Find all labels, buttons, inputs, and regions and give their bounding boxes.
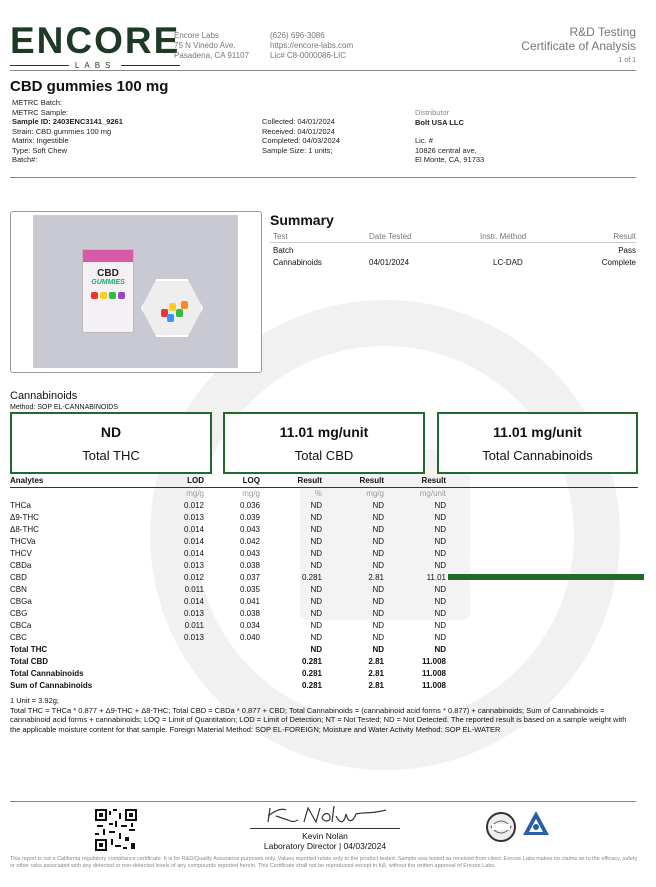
cell-mgg: ND: [372, 561, 384, 570]
summary-title: Summary: [270, 212, 334, 228]
cannabinoids-title: Cannabinoids: [10, 390, 78, 402]
cell-lod: 0.013: [183, 633, 204, 642]
lab-address-line2: Pasadena, CA 91107: [174, 51, 250, 60]
table-row: [10, 500, 638, 512]
cell-name: Sum of Cannabinoids: [10, 681, 93, 690]
result-bar-cell: [446, 536, 638, 548]
cell-mgu: ND: [434, 633, 446, 642]
received-date: Received: 04/01/2024: [262, 126, 335, 136]
col-result-pct: Result: [260, 475, 322, 488]
qr-code[interactable]: [95, 809, 137, 851]
cell-loq: [204, 668, 260, 680]
cell-lod: [170, 680, 204, 692]
cell-mgu: ND: [434, 597, 446, 606]
total-cbd-label: Total CBD: [294, 448, 354, 463]
unit-cell: mg/g: [186, 489, 204, 498]
cell-name: CBDa: [10, 561, 32, 570]
cell-loq: 0.038: [239, 561, 260, 570]
table-row: [10, 668, 638, 680]
cell-mgu: ND: [434, 501, 446, 510]
cell-mgu: ND: [434, 537, 446, 546]
cell-pct: ND: [310, 549, 322, 558]
cell-lod: 0.014: [183, 525, 204, 534]
cell-pct: ND: [310, 501, 322, 510]
cell-mgg: 2.81: [368, 573, 384, 582]
logo-text: ENCORE: [10, 20, 181, 61]
cell-mgu: 11.008: [421, 657, 446, 666]
cell-mgg: ND: [372, 597, 384, 606]
result-bar-cell: [446, 632, 638, 644]
result-bar-cell: [446, 560, 638, 572]
cell-lod: 0.014: [183, 597, 204, 606]
cell-lod: 0.014: [183, 537, 204, 546]
cell-loq: 0.043: [239, 525, 260, 534]
batch-number: Batch#:: [12, 155, 38, 164]
table-row: [10, 584, 638, 596]
strain: Strain: CBD gummies 100 mg: [12, 126, 112, 136]
product-title: CBD gummies 100 mg: [10, 78, 169, 95]
logo-sub: LABS: [74, 61, 116, 70]
cell-pct: ND: [310, 609, 322, 618]
a2la-badge-icon: [521, 809, 551, 839]
table-row: [10, 680, 638, 692]
summary-row-result: Complete: [601, 258, 636, 267]
result-bar-cell: [446, 500, 638, 512]
metrc-batch: METRC Batch:: [12, 98, 63, 107]
table-row: [10, 596, 638, 608]
cell-name: THCa: [10, 501, 31, 510]
cell-pct: ND: [310, 525, 322, 534]
package-word: GUMMIES: [91, 279, 125, 286]
cell-mgu: ND: [434, 645, 446, 654]
cell-loq: [204, 656, 260, 668]
table-row: [10, 524, 638, 536]
table-row: [10, 560, 638, 572]
result-bar-cell: [446, 656, 638, 668]
unit-cell: mg/g: [366, 489, 384, 498]
doc-type-rd: R&D Testing: [569, 25, 636, 39]
table-row: [10, 644, 638, 656]
distributor-info: [415, 108, 484, 165]
total-cbd-value: 11.01 mg/unit: [279, 424, 369, 440]
cell-pct: ND: [310, 513, 322, 522]
signer-name: Kevin Nolan: [302, 831, 348, 841]
cell-loq: 0.034: [239, 621, 260, 630]
unit-cell: %: [314, 489, 322, 498]
summary-header-method: Instr. Method: [480, 232, 527, 241]
summary-row-test: Batch: [273, 246, 294, 255]
cell-lod: 0.012: [183, 501, 204, 510]
cell-loq: 0.035: [239, 585, 260, 594]
lab-contact: [270, 31, 353, 61]
cell-mgg: ND: [372, 537, 384, 546]
cell-lod: [170, 656, 204, 668]
cell-mgg: ND: [372, 633, 384, 642]
sample-id: Sample ID: 2403ENC3141_9261: [12, 117, 123, 126]
cell-loq: 0.040: [239, 633, 260, 642]
sample-photo: [33, 215, 238, 368]
lab-website[interactable]: https://encore-labs.com: [270, 41, 354, 50]
total-cbd-box: [223, 412, 425, 474]
lab-license: Lic# C8-0000086-LIC: [270, 51, 347, 60]
cell-loq: [204, 680, 260, 692]
cell-mgg: ND: [372, 609, 384, 618]
total-thc-label: Total THC: [82, 448, 140, 463]
unit-note: 1 Unit = 3.92g;: [10, 696, 59, 705]
summary-row-method: LC-DAD: [493, 258, 523, 267]
cell-mgu: ND: [434, 525, 446, 534]
cell-mgu: ND: [434, 609, 446, 618]
table-row: [10, 572, 638, 584]
cell-lod: 0.013: [183, 513, 204, 522]
cell-loq: 0.043: [239, 549, 260, 558]
definitions-note: Total THC = THCa * 0.877 + Δ9-THC + Δ8-THC; Total CBD = CBDa * 0.877 + CBD; Total Cannabinoids = (cannabinoid acid forms * 0.877) + cannabinoids; Sum of Cannabinoids = cannabinoid acid forms + cannabinoids; LOQ = Limit of Quantitation; LOD = Limit of Detection; NT = Not Tested; ND = Not Detected. The reported result is based on a sample weight with the applicable moisture content for that sample. Foreign Material Method: SOP EL-FOREIGN; Moisture and Water Activity Method: SOP EL-WATER: [10, 705, 627, 734]
cell-mgg: ND: [372, 525, 384, 534]
cell-pct: ND: [310, 537, 322, 546]
cell-name: CBN: [10, 585, 27, 594]
disclaimer: This report is not a California regulatory compliance certificate. It is for R&D/Quality Assurance purposes only. Values reported relate only to the product tested. Sample was tested as received from client. Encore Labs makes no claims as to the efficacy, safety or other risks associated with any detected or non-detected levels of any compounds reported herein. This Certificate shall not be reproduced except in full, without the written approval of Encore Labs.: [10, 856, 638, 869]
result-bar-cell: [446, 524, 638, 536]
cell-name: CBCa: [10, 621, 32, 630]
result-bar-cell: [446, 584, 638, 596]
cell-mgu: 11.008: [421, 681, 446, 690]
result-bar-cell: [446, 680, 638, 692]
cell-name: CBG: [10, 609, 28, 618]
cell-mgu: ND: [434, 513, 446, 522]
summary-header-date: Date Tested: [369, 232, 412, 241]
cell-pct: ND: [310, 561, 322, 570]
header-divider: [10, 70, 636, 71]
distributor-label: Distributor: [415, 108, 450, 117]
col-result-mgu: Result: [384, 475, 446, 488]
cell-mgg: 2.81: [368, 681, 384, 690]
cell-loq: 0.042: [239, 537, 260, 546]
cell-loq: 0.036: [239, 501, 260, 510]
cell-mgg: ND: [372, 513, 384, 522]
cell-name: Total CBD: [10, 657, 49, 666]
cell-name: CBGa: [10, 597, 32, 606]
cell-loq: [204, 644, 260, 656]
cell-mgu: ND: [434, 549, 446, 558]
col-result-mgg: Result: [322, 475, 384, 488]
table-row: [10, 512, 638, 524]
qr-code-graphic: [95, 809, 137, 851]
cell-mgu: ND: [434, 585, 446, 594]
table-row: [10, 536, 638, 548]
lab-address: [174, 31, 249, 61]
cell-pct: 0.281: [301, 681, 322, 690]
signer-title: Laboratory Director | 04/03/2024: [263, 841, 387, 851]
table-row: [10, 548, 638, 560]
table-row: [10, 632, 638, 644]
cannabinoids-method: Method: SOP EL-CANNABINOIDS: [10, 404, 119, 411]
cell-lod: 0.013: [183, 561, 204, 570]
doc-type-coa: Certificate of Analysis: [521, 39, 636, 53]
cell-mgg: 2.81: [368, 657, 384, 666]
signer: [225, 831, 425, 851]
cell-name: CBC: [10, 633, 27, 642]
cell-mgg: ND: [372, 621, 384, 630]
summary-row-test: Cannabinoids: [273, 258, 322, 267]
collected-date: Collected: 04/01/2024: [262, 117, 335, 126]
cell-pct: 0.281: [301, 657, 322, 666]
cell-loq: 0.038: [239, 609, 260, 618]
distributor-address1: 10826 central ave,: [415, 145, 477, 155]
table-row: [10, 608, 638, 620]
unit-cell: mg/unit: [419, 489, 446, 498]
cell-loq: 0.041: [239, 597, 260, 606]
metrc-sample: METRC Sample:: [12, 107, 69, 117]
cell-mgu: ND: [434, 621, 446, 630]
total-thc-value: ND: [100, 424, 122, 440]
cell-mgg: 2.81: [368, 669, 384, 678]
dates-info: [262, 117, 340, 155]
signature-graphic: [262, 802, 392, 828]
page-number: 1 of 1: [618, 57, 636, 64]
lab-phone: (626) 696-3086: [270, 31, 325, 40]
cell-mgg: ND: [372, 501, 384, 510]
cell-mgg: ND: [372, 645, 384, 654]
distributor-address2: El Monte, CA, 91733: [415, 155, 485, 164]
result-bar-cell: [446, 572, 638, 584]
cell-mgu: 11.01: [426, 573, 446, 582]
distributor-name: Bolt USA LLC: [415, 117, 464, 127]
cell-lod: [170, 668, 204, 680]
cell-name: Total Cannabinoids: [10, 669, 84, 678]
distributor-license: Lic. #: [415, 136, 433, 145]
sample-size: Sample Size: 1 units;: [262, 145, 333, 155]
gummy-package: [82, 249, 134, 333]
document-type: [521, 25, 636, 64]
cell-pct: 0.281: [301, 573, 322, 582]
result-bar-cell: [446, 668, 638, 680]
cannabinoids-table: [10, 475, 638, 692]
cell-mgu: 11.008: [421, 669, 446, 678]
sample-info: [12, 98, 123, 165]
cell-name: CBD: [10, 573, 27, 582]
info-divider: [10, 177, 636, 178]
cell-name: Total THC: [10, 645, 48, 654]
table-row: [10, 620, 638, 632]
total-thc-box: [10, 412, 212, 474]
cell-lod: 0.011: [184, 621, 204, 630]
cell-pct: ND: [310, 585, 322, 594]
cell-name: Δ8-THC: [10, 525, 39, 534]
signature-line: [250, 828, 400, 829]
cell-name: Δ9-THC: [10, 513, 39, 522]
result-bar: [448, 574, 644, 580]
package-brand: CBD: [97, 268, 119, 279]
cell-mgu: ND: [434, 561, 446, 570]
cell-pct: 0.281: [301, 669, 322, 678]
result-bar-cell: [446, 620, 638, 632]
cell-loq: 0.037: [239, 573, 260, 582]
summary-row-date: 04/01/2024: [369, 258, 410, 267]
cell-pct: ND: [310, 621, 322, 630]
table-row: [10, 656, 638, 668]
lab-name: Encore Labs: [174, 31, 219, 40]
cell-pct: ND: [310, 597, 322, 606]
matrix: Matrix: Ingestible: [12, 136, 69, 145]
cell-lod: 0.014: [183, 549, 204, 558]
col-lod: LOD: [170, 475, 204, 488]
unit-cell: mg/g: [242, 489, 260, 498]
completed-date: Completed: 04/03/2024: [262, 136, 340, 145]
encore-logo: [10, 22, 180, 70]
total-cannabinoids-label: Total Cannabinoids: [482, 448, 593, 463]
cell-lod: 0.011: [184, 585, 204, 594]
cell-lod: [170, 644, 204, 656]
units-row: [10, 488, 638, 501]
total-cannabinoids-box: [437, 412, 638, 474]
result-bar-cell: [446, 608, 638, 620]
result-bar-cell: [446, 644, 638, 656]
result-bar-cell: [446, 548, 638, 560]
summary-header-test: Test: [273, 232, 288, 241]
product-type: Type: Soft Chew: [12, 145, 68, 155]
summary-row-result: Pass: [618, 246, 636, 255]
lab-address-line1: 75 N Vinedo Ave.: [174, 41, 236, 50]
cell-lod: 0.013: [183, 609, 204, 618]
cell-mgg: ND: [372, 549, 384, 558]
notes: [10, 696, 638, 734]
cell-loq: 0.039: [239, 513, 260, 522]
cell-name: THCV: [10, 549, 32, 558]
cell-pct: ND: [310, 645, 322, 654]
unit-cell: [10, 488, 170, 501]
col-analytes: Analytes: [10, 475, 170, 488]
cell-name: THCVa: [10, 537, 36, 546]
ilac-mra-badge-icon: [485, 811, 517, 843]
cell-mgg: ND: [372, 585, 384, 594]
result-bar-cell: [446, 512, 638, 524]
total-cannabinoids-value: 11.01 mg/unit: [493, 424, 582, 440]
col-loq: LOQ: [204, 475, 260, 488]
cell-lod: 0.012: [183, 573, 204, 582]
summary-header-result: Result: [613, 232, 636, 241]
result-bar-cell: [446, 596, 638, 608]
cell-pct: ND: [310, 633, 322, 642]
